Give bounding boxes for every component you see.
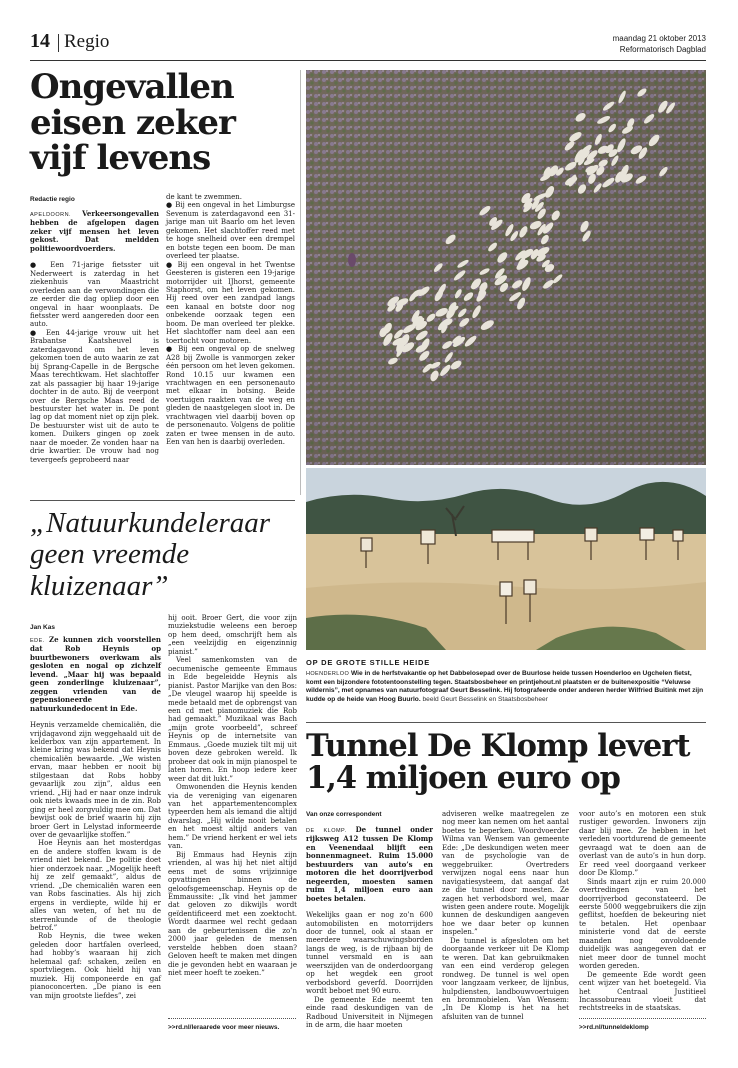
article2-paragraph: Heynis verzamelde chemicaliën, die vrijdagavond zijn weggehaald uit de kelderbox van zijn appartement. In kleine kring was bekend dat Heynis chemicaliën bewaarde. „We wisten ervan, maar hebben er nooit bij stilgestaan dat Robs hobby gevaarlijk zou zijn”, aldus een vriend. „Hij had er naar onze indruk ook niets kwaads mee in de zin. Rob ging er heel zorgvuldig mee om. Dat bewijst ook de brief waarin hij zijn broer Gert in Lelystad informeerde over de gevaarlijke stoffen.” [30, 721, 161, 839]
article1-paragraph: ● Een 71-jarige fietsster uit Nederweert is zaterdag in het ziekenhuis van Maastricht overleden aan de verwondingen die ze eerder die dag opliep door een ongeval in haar woonplaats. De fietsster werd aangereden door een auto. [30, 261, 159, 329]
article1-byline: Redactie regio [30, 196, 75, 203]
article2-paragraph: Bij Emmaus had Heynis zijn vrienden, al was hij het niet altijd eens met de soms vrijzinnige opvattingen binnen de geloofsgemeenschap. Heynis op de Emmaussite: „Ik vind het jammer dat geloven zo dikwijls wordt geïdentificeerd met een zoektocht. Wordt daarmee wel recht gedaan aan de gebeurtenissen die zo’n 2000 jaar geleden de mensen verstelde hebben doen staan? Geloven heeft te maken met dingen die je gevonden hebt en waaraan je niet meer hoeft te zoeken.” [168, 850, 297, 978]
article2-headline [30, 508, 300, 602]
header-publication: Reformatorisch Dagblad [619, 45, 706, 54]
exhibition-photo [306, 468, 706, 650]
caption-credit: beeld Geurt Besselink en Staatsbosbeheer [422, 695, 548, 703]
article1-paragraph: ● Een 44-jarige vrouw uit het Brabantse Kaatsheuvel is zaterdagavond om het leven gekomen toen de auto waarin ze zat bij Sprang-Capelle in de Bergsche Maas terechtkwam. Het slachtoffer zat als passagier bij haar 19-jarige dochter in de auto. Bij de veerpont over de Bergsche Maas reed de bestuurster het water in. De pont lag op dat moment niet op zijn plek. De bestuurster wist uit de auto te komen. Duikers gingen op zoek naar de moeder. Ze vonden haar na drie kwartier. De vrouw had nog tevergeefs geprobeerd naar [30, 328, 159, 464]
link-divider [579, 1018, 706, 1019]
section-name: Regio [64, 31, 110, 52]
article1-headline [30, 67, 300, 179]
article3-paragraph: De tunnel is afgesloten om het doorgaande verkeer uit De Klomp te weren. Dat kan gebruikmaken van een eind verderop gelegen rondweg. De tunnel is wel open voor langzaam verkeer, de lijnbus, hulpdiensten, landbouwvoertuigen en brommobielen. Van Wensem: „In De Klomp is het na het afsluiten van de tunnel [442, 936, 569, 1021]
article3-column-2 [442, 810, 569, 1021]
article3-paragraph: Sinds maart zijn er ruim 20.000 overtredingen van het doorrijverbod geconstateerd. De eerste 5000 weggebruikers die zijn geflitst, hoefden de bekeuring niet te betalen. Het openbaar ministerie vond dat de eerste maanden nog onvoldoende duidelijk was aangegeven dat er niet meer door de tunnel mocht worden gereden. [579, 877, 706, 971]
article3-lead-paragraph [306, 826, 433, 903]
article2-paragraph: hij ooit. Broer Gert, die voor zijn muziekstudie weleens een beroep op hem deed, omschrijft hem als „een veelzijdig en eigenzinnig pianist.” [168, 614, 297, 656]
article3-headline-line: Tunnel De Klomp levert [306, 728, 690, 764]
article1-column-1 [30, 210, 159, 464]
article1-lead-paragraph [30, 210, 159, 253]
header-divider [58, 34, 59, 52]
article1-paragraph: ● Bij een ongeval in het Limburgse Sevenum is zaterdagavond een 31-jarige man uit Baarlo om het leven gekomen. Het slachtoffer reed met te hoge snelheid over een drempel en botste tegen een boom. De man overleed ter plaatse. [166, 201, 295, 261]
lead-text: Ze kunnen zich voorstellen dat Rob Heynis op buurtbewoners overkwam als gesloten en nogal op zichzelf levend. „Maar hij was bepaald geen zonderlinge kluizenaar”, zeggen vrienden van de gepensioneerde natuurkundedocent in Ede. [30, 635, 161, 713]
article2-byline: Jan Kas [30, 624, 55, 631]
caption-dateline: HOENDERLOO [306, 671, 350, 677]
article2-more-link[interactable]: >>rd.nl/leraarede voor meer nieuws. [168, 1024, 280, 1031]
article2-column-2 [168, 614, 297, 977]
article3-column-3 [579, 810, 706, 1013]
link-divider [168, 1018, 296, 1019]
photo-caption [306, 670, 706, 704]
article3-headline [306, 728, 726, 797]
article2-lead-paragraph [30, 636, 161, 713]
lead-text: Verkeersongevallen hebben de afgelopen dagen zeker vijf mensen het leven gekost. Dat meldden politiewoordvoerders. [30, 209, 159, 253]
dateline: APELDOORN. [30, 212, 72, 218]
lead-text: De tunnel onder rijksweg A12 tussen De Klomp en Veenendaal blijft een bonnenmagneet. Ruim 15.000 bestuurders van auto’s en motoren die het doorrijverbod negeerden, moesten samen ruim 1,4 miljoen euro aan boetes betalen. [306, 825, 433, 903]
article1-paragraph: ● Bij een ongeval op de snelweg A28 bij Zwolle is vanmorgen zeker één persoon om het leven gekomen. Rond 10.15 uur kwamen een vrachtwagen en een personenauto met elkaar in botsing. Beide voertuigen raakten van de weg en gleden de naastgelegen sloot in. De vrachtwagen viel daarbij boven op de personenauto. Volgens de politie zaten er twee mensen in de auto. Een van hen is daarbij overleden. [166, 345, 295, 447]
article-divider [30, 500, 295, 501]
sheep-photo [306, 70, 706, 465]
article3-paragraph: Wekelijks gaan er nog zo’n 600 automobilisten en motorrijders door de tunnel, ook al staan er meerdere waarschuwingsborden langs de weg, is de rijbaan bij de tunnel versmald en is aan weerszijden van de onderdoorgang op het wegdek een groot verbodsbord geverfd. Doorrijden wordt beboet met 90 euro. [306, 911, 433, 996]
header-date: maandag 21 oktober 2013 [612, 34, 706, 43]
article2-headline-line: „Natuurkundeleraar [30, 507, 271, 539]
article3-headline-line: 1,4 miljoen euro op [306, 760, 620, 797]
article3-column-1 [306, 826, 433, 1029]
caption-text: Wie in de herfstvakantie op het Dabbelosepad over de Buurlose heide tussen Hoenderloo en Ugchelen fietst, komt een bijzondere fototentoonstelling tegen. Staatsbosbeheer en printjehout.nl plaatsten er de buitenexpositie “Veluwse wildernis”, met opnames van natuurfotograaf Geurt Besselink. Hij fotografeerde onder anderen herder Wilfried Buitink met zijn kudde op de heide van Hoog Buurlo. [306, 670, 704, 703]
dateline: EDE. [30, 638, 45, 644]
article1-headline-line: eisen zeker [30, 102, 235, 143]
article1-column-2 [166, 193, 295, 447]
article3-more-link[interactable]: >>rd.nl/tunneldeklomp [579, 1024, 649, 1031]
article2-column-1 [30, 636, 161, 1000]
article2-headline-line: geen vreemde [30, 538, 190, 571]
article3-byline: Van onze correspondent [306, 811, 382, 818]
article2-paragraph: Rob Heynis, die twee weken geleden door hartfalen overleed, had hobby’s waaraan hij zich helemaal gaf: schaken, zeilen en sportvliegen. Ook hield hij van muziek. Hij componeerde en gaf pianoconcerten. „De piano is een van mijn grootste liefdes”, zei [30, 932, 161, 1000]
page-number: 14 [30, 30, 50, 52]
article1-paragraph: ● Bij een ongeval in het Twentse Geesteren is gisteren een 19-jarige motorrijder uit IJhorst, gemeente Staphorst, om het leven gekomen. Hij reed over een zandpad langs een kanaal en botste door nog onbekende oorzaak tegen een boom. De man overleed ter plekke. Het slachtoffer nam deel aan een toertocht voor motoren. [166, 260, 295, 345]
heath-exhibition-image [306, 468, 706, 650]
article3-paragraph: De gemeente Ede wordt geen cent wijzer van het boetegeld. Via het Centraal Justitieel Incassobureau vloeit dat rechtstreeks in de staatskas. [579, 970, 706, 1013]
heather-sheep-image [306, 70, 706, 465]
article2-paragraph: Veel samenkomsten van de oecumenische gemeente Emmaus in Ede begeleidde Heynis als pianist. Pastor Marijke van den Bos: „De vleugel waarop hij speelde is mede betaald met de opbrengst van een cd met pianomuziek die Rob had gemaakt.” Muzikaal was Bach „mijn grote voorbeeld”, schreef Heynis op de internetsite van Emmaus. „Goede muziek tilt mij uit boven deze gebroken wereld. Ik probeer dat ook in mijn pianospel te laten horen. En hoop iedere keer weer dat dit lukt.” [168, 656, 297, 783]
article1-headline-line: Ongevallen [30, 67, 234, 107]
article1-paragraph: de kant te zwemmen. [166, 193, 242, 201]
article2-headline-line: kluizenaar” [30, 569, 169, 602]
column-divider [300, 70, 301, 495]
header-rule [30, 60, 706, 61]
article2-paragraph: Omwonenden die Heynis kenden via de vereniging van eigenaren van het appartementencomplex typeerden hem als iemand die altijd dwarslag. „Hij wilde nooit betalen en het moest altijd anders van hem.” De vriend herkent er wel iets van. [168, 783, 297, 851]
article3-paragraph: voor auto’s en motoren een stuk rustiger geworden. Inwoners zijn daar blij mee. Ze hebben in het verleden voortdurend de gemeente gevraagd wat te doen aan de overlast van de auto’s in hun dorp. Er reed veel doorgaand verkeer door De Klomp.” [579, 810, 706, 878]
article1-headline-line: vijf levens [30, 138, 211, 179]
article3-paragraph: De gemeente Ede neemt ten einde raad deskundigen van de Radboud Universiteit in Nijmegen in de arm, die haar moeten [306, 995, 433, 1029]
article-divider [306, 722, 706, 723]
article2-paragraph: Hoe Heynis aan het mosterdgas en de andere stoffen kwam is de vriend niet bekend. De politie doet hier onderzoek naar. „Mogelijk heeft hij ze zelf gemaakt”, aldus de vriend. „De chemicaliën waren een van Robs fascinaties. Als hij zich ergens in verdiepte, wilde hij er alles van weten, of het nu de sterrenkunde of de theologie betrof.” [30, 839, 161, 932]
photo-caption-title: OP DE GROTE STILLE HEIDE [306, 658, 431, 667]
article3-paragraph: adviseren welke maatregelen ze nog meer kan nemen om het aantal boetes te beperken. Woordvoerder Wilma van Wensem van gemeente Ede: „De deskundigen weten meer van de psychologie van de weggebruiker. Overtreders verwijzen nogal eens naar hun navigatiesysteem, dat aangaf dat ze die tunnel door moesten. Ze zagen het verbodsbord wel, maar wisten geen andere route. Mogelijk kunnen de deskundigen aangeven hoe we daar beter op kunnen inspelen.” [442, 810, 569, 937]
dateline: DE KLOMP. [306, 828, 347, 834]
header-date-block [613, 33, 706, 55]
